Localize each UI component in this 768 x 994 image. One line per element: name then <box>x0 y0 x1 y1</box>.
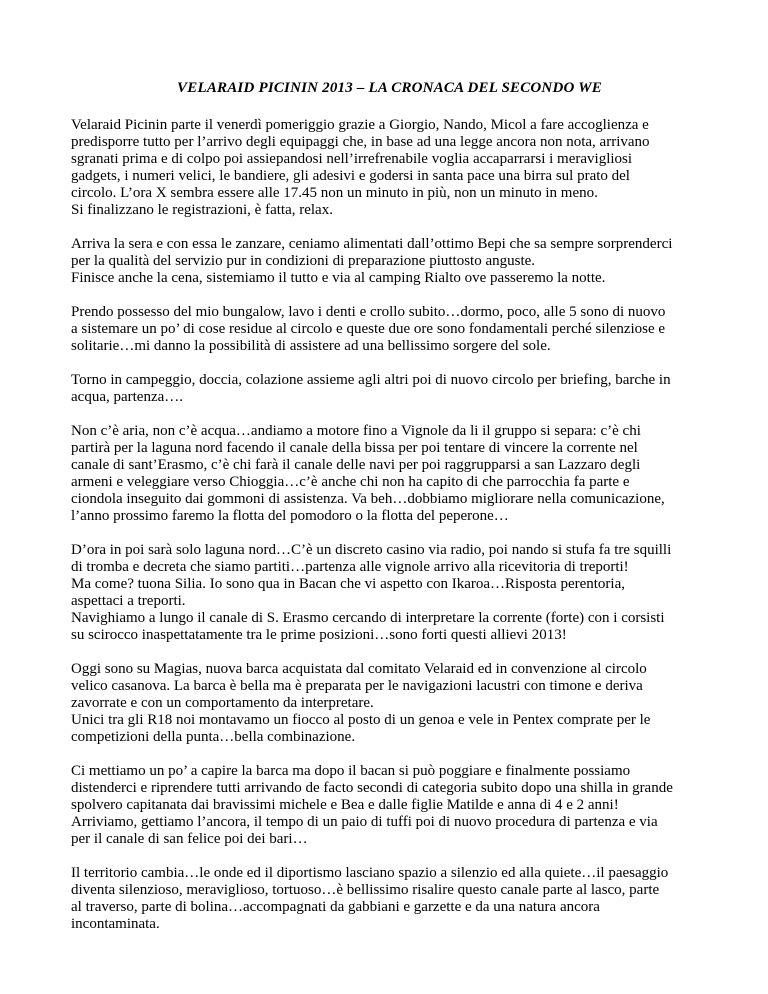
text-line: circolo. L’ora X sembra essere alle 17.45 non un minuto in più, non un minuto in meno. <box>71 185 598 201</box>
text-line: al traverso, parte di bolina…accompagnati da gabbiani e garzette e da una natura ancora <box>71 899 600 915</box>
text-line: Finisce anche la cena, sistemiamo il tutto e via al camping Rialto ove passeremo la notte. <box>71 270 606 286</box>
text-line: Prendo possesso del mio bungalow, lavo i denti e crollo subito…dormo, poco, alle 5 sono di nuovo <box>71 304 666 320</box>
text-line: Il territorio cambia…le onde ed il diportismo lasciano spazio a silenzio ed alla quiete…il paesaggio <box>71 865 669 881</box>
text-line: canale di sant’Erasmo, c’è chi farà il canale delle navi per poi raggrupparsi a san Lazzaro degli <box>71 457 641 473</box>
text-line: su scirocco inaspettatamente tra le prime posizioni…sono forti questi allievi 2013! <box>71 627 567 643</box>
text-line: Unici tra gli R18 noi montavamo un fiocco al posto di un genoa e vele in Pentex comprate per le <box>71 712 651 728</box>
text-line: incontaminata. <box>71 916 160 932</box>
paragraph <box>71 763 711 848</box>
text-line: Navighiamo a lungo il canale di S. Erasmo cercando di interpretare la corrente (forte) con i corsisti <box>71 610 665 626</box>
paragraph <box>71 304 711 355</box>
document-title: VELARAID PICININ 2013 – LA CRONACA DEL SECONDO WE <box>177 80 602 96</box>
text-line: sgranati prima e di colpo poi assiepandosi nell’irrefrenabile voglia accaparrarsi i meravigliosi <box>71 151 633 167</box>
paragraph <box>71 372 711 406</box>
text-line: Si finalizzano le registrazioni, è fatta, relax. <box>71 202 333 218</box>
text-line: a sistemare un po’ di cose residue al circolo e queste due ore sono fondamentali perché silenziose e <box>71 321 666 337</box>
text-line: per il canale di san felice poi dei bari… <box>71 831 308 847</box>
text-line: predisporre tutto per l’arrivo degli equipaggi che, in base ad una legge ancora non nota, arrivano <box>71 134 650 150</box>
text-line: distenderci e riprendere tutti arrivando de facto secondi di categoria subito dopo una shilla in grande <box>71 780 673 796</box>
text-line: armeni e veleggiare verso Chioggia…c’è anche chi non ha capito di che parrocchia fa parte e <box>71 474 630 490</box>
text-line: Arriviamo, gettiamo l’ancora, il tempo di un paio di tuffi poi di nuovo procedura di partenza e via <box>71 814 658 830</box>
text-line: l’anno prossimo faremo la flotta del pomodoro o la flotta del peperone… <box>71 508 509 524</box>
text-line: spolvero capitanata dai bravissimi michele e Bea e dalle figlie Matilde e anna di 4 e 2 anni! <box>71 797 619 813</box>
paragraph <box>71 542 711 644</box>
text-line: di tromba e decreta che siamo partiti…partenza alle vignole arrivo alla ricevitoria di treporti! <box>71 559 629 575</box>
text-line: Velaraid Picinin parte il venerdì pomeriggio grazie a Giorgio, Nando, Micol a fare accoglienza e <box>71 117 649 133</box>
paragraph <box>71 236 711 287</box>
text-line: gadgets, i numeri velici, le bandiere, gli adesivi e godersi in santa pace una birra sul prato del <box>71 168 630 184</box>
text-line: Ci mettiamo un po’ a capire la barca ma dopo il bacan si può poggiare e finalmente possiamo <box>71 763 631 779</box>
text-line: D’ora in poi sarà solo laguna nord…C’è un discreto casino via radio, poi nando si stufa fa tre squilli <box>71 542 672 558</box>
text-line: partirà per la laguna nord facendo il canale della bissa per poi tentare di vincere la corrente nel <box>71 440 638 456</box>
text-line: competizioni della punta…bella combinazione. <box>71 729 356 745</box>
text-line: ciondola inseguito dai gommoni di assistenza. Va beh…dobbiamo migliorare nella comunicazione, <box>71 491 665 507</box>
text-line: Non c’è aria, non c’è acqua…andiamo a motore fino a Vignole da li il gruppo si separa: c’è chi <box>71 423 641 439</box>
text-line: diventa silenzioso, meraviglioso, tortuoso…è bellissimo risalire questo canale parte al lasco, parte <box>71 882 660 898</box>
paragraph <box>71 865 711 933</box>
text-line: aspettaci a treporti. <box>71 593 186 609</box>
text-line: Arriva la sera e con essa le zanzare, ceniamo alimentati dall’ottimo Bepi che sa sempre sorprenderci <box>71 236 673 252</box>
document-body <box>71 117 711 933</box>
paragraph <box>71 423 711 525</box>
paragraph <box>71 117 711 219</box>
text-line: zavorrate e con un comportamento da interpretare. <box>71 695 374 711</box>
text-line: acqua, partenza…. <box>71 389 184 405</box>
text-line: per la qualità del servizio pur in condizioni di preparazione piuttosto anguste. <box>71 253 536 269</box>
text-line: Torno in campeggio, doccia, colazione assieme agli altri poi di nuovo circolo per briefing, barche in <box>71 372 671 388</box>
text-line: Ma come? tuona Silia. Io sono qua in Bacan che vi aspetto con Ikaroa…Risposta perentoria, <box>71 576 626 592</box>
text-line: solitarie…mi danno la possibilità di assistere ad una bellissimo sorgere del sole. <box>71 338 551 354</box>
paragraph <box>71 661 711 746</box>
text-line: Oggi sono su Magias, nuova barca acquistata dal comitato Velaraid ed in convenzione al circolo <box>71 661 647 677</box>
text-line: velico casanova. La barca è bella ma è preparata per le navigazioni lacustri con timone e deriva <box>71 678 643 694</box>
